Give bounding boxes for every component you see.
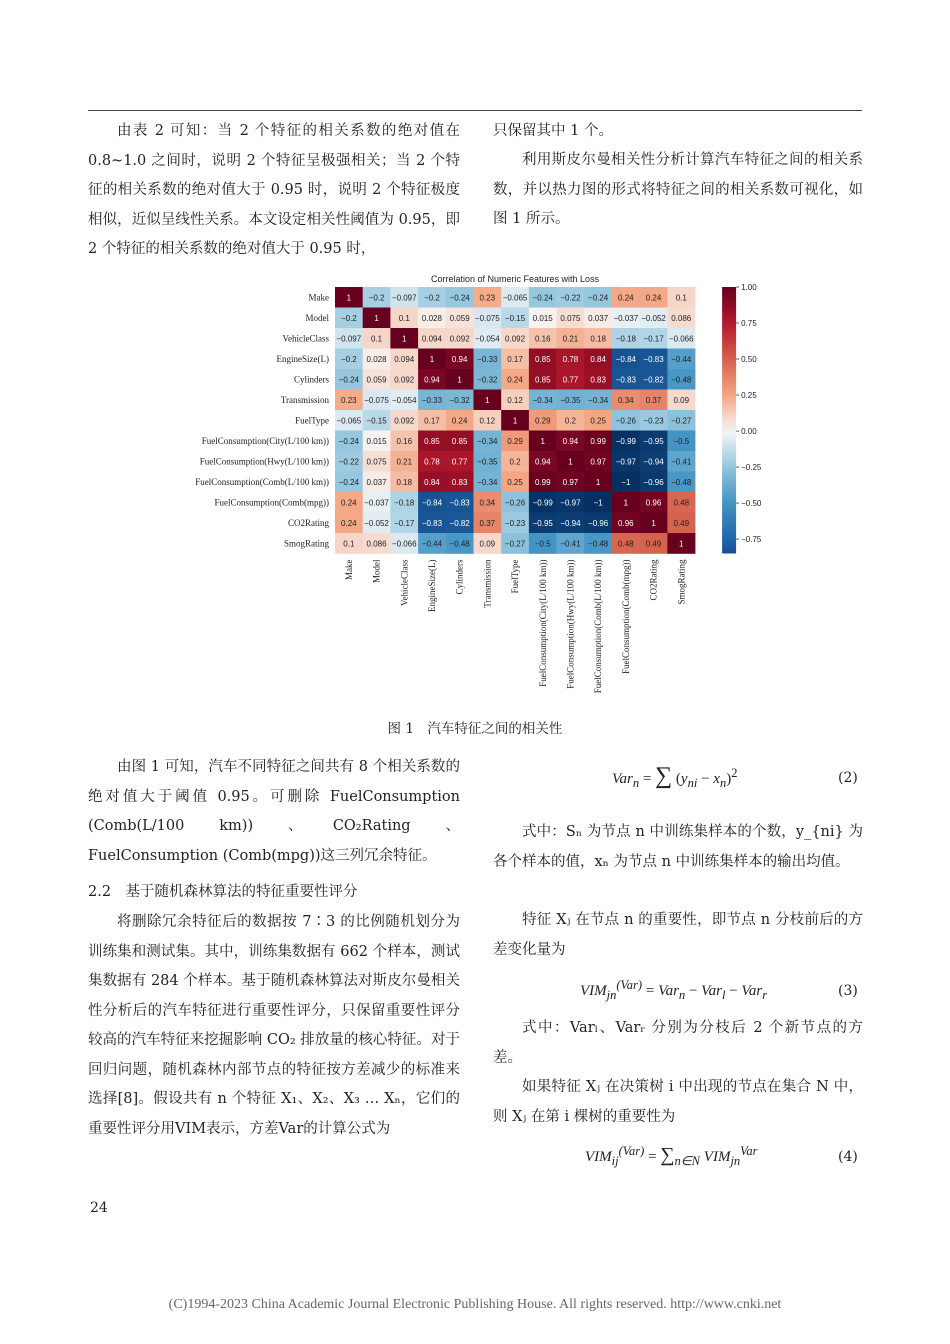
heatmap-cell-label: 0.96 (645, 498, 662, 508)
heatmap-cell-label: −0.34 (588, 395, 609, 405)
heatmap-cell-label: −0.23 (643, 416, 664, 426)
heatmap-cell-label: −0.065 (336, 416, 362, 426)
heatmap-cell-label: 0.086 (671, 313, 692, 323)
heatmap-cell-label: 0.29 (534, 416, 551, 426)
heatmap-cell-label: 0.16 (396, 436, 413, 446)
heatmap-cell-label: 0.1 (370, 334, 383, 344)
column-tick-label: Transmission (482, 559, 493, 608)
heatmap-cell-label: −0.95 (643, 436, 664, 446)
heatmap-cell-label: 0.94 (451, 354, 468, 364)
heatmap-cell-label: 1 (651, 518, 656, 528)
heatmap-cell-label: −0.037 (613, 313, 639, 323)
heatmap-cell-label: 0.092 (449, 334, 470, 344)
column-tick-label: VehicleClass (399, 559, 410, 606)
heatmap-cell-label: 0.37 (479, 518, 496, 528)
equation-3-number: (3) (838, 983, 858, 999)
heatmap-cell-label: 0.12 (479, 416, 496, 426)
column-tick-label: FuelConsumption(Comb(L/100 km)) (593, 559, 604, 694)
heatmap-cell-label: 1 (346, 293, 352, 303)
row-tick-label: FuelConsumption(Comb(mpg)) (214, 497, 329, 508)
heatmap-cell-label: 0.48 (618, 539, 634, 549)
heatmap-cell-label: −0.95 (532, 518, 553, 528)
heatmap-cell-label: 0.2 (564, 416, 577, 426)
heatmap-cell-label: 0.99 (590, 436, 606, 446)
heatmap-cell-label: −0.2 (424, 293, 440, 303)
colorbar-tick-label: −0.50 (741, 499, 762, 509)
heatmap-cell-label: −0.34 (477, 436, 498, 446)
equation-3: $VIM_{jn}^{(Var)} = Var_n - Var_l - Var_r$ (580, 978, 768, 1002)
right-paragraph-4: 特征 Xⱼ 在节点 n 的重要性，即节点 n 分枝前后的方差变化量为 (493, 912, 863, 958)
heatmap-cell-label: 0.25 (590, 416, 606, 426)
heatmap-cell-label: 0.1 (343, 539, 355, 549)
heatmap-cell-label: 0.059 (366, 375, 387, 385)
column-tick-label: FuelConsumption(City(L/100 km)) (537, 559, 548, 687)
correlation-heatmap (170, 272, 780, 712)
heatmap-cell-label: 0.25 (507, 477, 523, 487)
column-tick-label: Model (371, 559, 382, 583)
heatmap-cell-label: 0.97 (562, 477, 579, 487)
heatmap-cell-label: −0.097 (391, 293, 417, 303)
row-tick-label: Cylinders (294, 374, 329, 385)
chart-title: Correlation of Numeric Features with Loss (431, 274, 600, 284)
heatmap-cell-label: −0.2 (340, 313, 357, 323)
heatmap-cell-label: −0.27 (504, 539, 526, 549)
column-tick-label: Cylinders (454, 559, 465, 595)
row-tick-label: Model (305, 312, 329, 323)
heatmap-cell-label: 0.24 (341, 498, 357, 508)
right-paragraph-5: 式中：Varₗ、Varᵣ 分别为分枝后 2 个新节点的方差。 (493, 1020, 863, 1066)
colorbar-tick-label: 0.75 (741, 319, 757, 329)
heatmap-cell-label: −0.48 (588, 539, 609, 549)
equation-2-number: (2) (838, 770, 858, 786)
heatmap-cell-label: 0.94 (534, 457, 551, 467)
heatmap-cell-label: 1 (540, 436, 545, 446)
heatmap-cell-label: 0.85 (534, 375, 551, 385)
heatmap-cell-label: 0.94 (424, 375, 440, 385)
row-tick-label: FuelConsumption(City(L/100 km)) (201, 435, 329, 446)
heatmap-cell-label: −0.35 (477, 457, 498, 467)
heatmap-cell-label: −0.065 (502, 293, 528, 303)
colorbar-tick-label: 1.00 (741, 283, 757, 292)
column-tick-label: FuelConsumption(Hwy(L/100 km)) (565, 559, 576, 689)
heatmap-cell-label: −0.44 (671, 354, 692, 364)
heatmap-cell-label: −0.037 (364, 498, 389, 508)
heatmap-cell-label: −0.066 (391, 539, 417, 549)
heatmap-cell-label: −0.24 (338, 375, 359, 385)
heatmap-cell-label: 0.094 (394, 354, 415, 364)
header-rule (88, 110, 862, 111)
heatmap-cell-label: −0.26 (615, 416, 636, 426)
page-number: 24 (90, 1200, 108, 1216)
heatmap-cell-label: 0.78 (562, 354, 579, 364)
left-paragraph-1: 由表 2 可知：当 2 个特征的相关系数的绝对值在 0.8~1.0 之间时，说明 2 个特征呈极强相关；当 2 个特征的相关系数的绝对值大于 0.95 时，说明 2 个特征极度相似，近似呈线性关系。本文设定相关性阈值为 0.95，即 2 个特征的相关系数的绝对值大于 0.95 时， (88, 123, 460, 257)
heatmap-cell-label: −0.34 (477, 477, 498, 487)
heatmap-cell-label: 0.092 (394, 416, 415, 426)
heatmap-cell-label: 1 (595, 477, 601, 487)
heatmap-cell-label: 0.85 (451, 436, 468, 446)
heatmap-cell-label: 0.97 (590, 457, 606, 467)
heatmap-cell-label: −0.48 (671, 477, 692, 487)
heatmap-cell-label: −0.94 (560, 518, 581, 528)
heatmap-cell-label: −0.84 (615, 354, 636, 364)
heatmap-cell-label: 0.015 (532, 313, 553, 323)
heatmap-cell-label: −0.96 (588, 518, 609, 528)
heatmap-cell-label: 0.075 (560, 313, 581, 323)
heatmap-cell-label: −0.83 (615, 375, 636, 385)
heatmap-cell-label: 0.059 (449, 313, 470, 323)
column-tick-label: FuelConsumption(Comb(mpg)) (620, 559, 631, 674)
heatmap-cell-label: 0.075 (366, 457, 387, 467)
heatmap-cell-label: 0.94 (562, 436, 579, 446)
right-paragraph-6: 如果特征 Xⱼ 在决策树 i 中出现的节点在集合 N 中，则 Xⱼ 在第 i 棵树的重要性为 (493, 1079, 863, 1125)
heatmap-cell-label: 0.96 (618, 518, 634, 528)
row-tick-label: Transmission (280, 394, 329, 405)
column-tick-label: EngineSize(L) (426, 559, 437, 612)
column-tick-label: CO2Rating (648, 559, 659, 601)
copyright-footer: (C)1994-2023 China Academic Journal Electronic Publishing House. All rights reserved. http://www.cnki.net (168, 1297, 782, 1312)
heatmap-cell-label: −0.34 (532, 395, 553, 405)
heatmap-cell-label: 0.18 (396, 477, 413, 487)
equation-2: Var$_n$ = ∑ $(y_{ni} - x_n)^2$ (612, 763, 738, 790)
heatmap-cell-label: −0.24 (588, 293, 609, 303)
heatmap-cell-label: 0.37 (645, 395, 662, 405)
heatmap-cell-label: 0.77 (562, 375, 579, 385)
heatmap-cell-label: 1 (512, 416, 518, 426)
colorbar-tick-label: 0.00 (741, 427, 757, 437)
heatmap-cell-label: −0.41 (560, 539, 581, 549)
heatmap-cell-label: 0.78 (424, 457, 440, 467)
heatmap-cell-label: 0.028 (421, 313, 442, 323)
heatmap-cell-label: 0.85 (424, 436, 440, 446)
heatmap-cell-label: 0.2 (509, 457, 521, 467)
heatmap-cell-label: 0.086 (366, 539, 387, 549)
left-paragraph-3: 将删除冗余特征后的数据按 7∶3 的比例随机划分为训练集和测试集。其中，训练集数据有 662 个样本，测试集数据有 284 个样本。基于随机森林算法对斯皮尔曼相关性分析后的汽车特征进行重要性评分，只保留重要性评分较高的汽车特征来挖掘影响 CO₂ 排放量的核心特征。对于回归问题，随机森林内部节点的特征按方差减少的标准来选择[8]。假设共有 n 个特征 X₁、X₂、X₃ … Xₙ，它们的重要性评分用VIM表示，方差Var的计算公式为 (88, 914, 460, 1137)
heatmap-cell-label: 0.77 (451, 457, 468, 467)
heatmap-cell-label: 0.028 (366, 354, 387, 364)
heatmap-cell-label: −0.22 (338, 457, 359, 467)
heatmap-cell-label: 0.094 (421, 334, 442, 344)
heatmap-cell-label: −1 (621, 477, 631, 487)
heatmap-cell-label: 0.34 (479, 498, 496, 508)
heatmap-cell-label: 0.83 (451, 477, 468, 487)
heatmap-cell-label: −0.97 (560, 498, 581, 508)
heatmap-cell-label: 0.99 (534, 477, 551, 487)
heatmap-cell-label: −0.15 (366, 416, 387, 426)
row-tick-label: Make (308, 292, 329, 303)
heatmap-cell-label: −0.41 (671, 457, 692, 467)
column-tick-label: FuelType (510, 559, 521, 594)
heatmap-cell-label: 0.24 (341, 518, 357, 528)
heatmap-cell-label: −0.22 (560, 293, 581, 303)
heatmap-cell-label: −0.24 (338, 477, 359, 487)
heatmap-cell-label: −0.054 (391, 395, 417, 405)
heatmap-cell-label: −0.5 (534, 539, 551, 549)
heatmap-cell-label: −0.066 (668, 334, 694, 344)
heatmap-cell-label: 0.84 (424, 477, 440, 487)
colorbar-tick-label: 0.25 (741, 391, 757, 401)
column-tick-label: SmogRating (676, 559, 687, 605)
heatmap-cell-label: 0.17 (507, 354, 523, 364)
heatmap-cell-label: −0.32 (477, 375, 498, 385)
heatmap-cell-label: 1 (623, 498, 629, 508)
figure-caption: 图 1 汽车特征之间的相关性 (387, 721, 563, 737)
heatmap-cell-label: 0.49 (645, 539, 662, 549)
heatmap-cell-label: 0.24 (618, 293, 634, 303)
heatmap-cell-label: 1 (679, 539, 684, 549)
heatmap-cell-label: 1 (457, 375, 462, 385)
row-tick-label: VehicleClass (282, 333, 329, 344)
equation-4: $VIM_{ij}^{(Var)} = \sum_{n\in N}$ $VIM_{jn}^{Var}$ (585, 1144, 758, 1168)
heatmap-cell-label: 0.34 (618, 395, 634, 405)
heatmap-cell-label: 0.037 (588, 313, 609, 323)
heatmap-cell-label: −0.33 (477, 354, 498, 364)
heatmap-cell-label: 0.24 (645, 293, 662, 303)
row-tick-label: EngineSize(L) (276, 353, 329, 364)
colorbar-tick-label: 0.50 (741, 355, 757, 365)
column-tick-label: Make (343, 559, 354, 580)
colorbar-tick-label: −0.75 (741, 535, 762, 545)
heatmap-cell-label: 0.24 (507, 375, 523, 385)
heatmap-cell-label: 0.24 (451, 416, 468, 426)
heatmap-cell-label: −0.075 (474, 313, 500, 323)
heatmap-cell-label: −0.84 (421, 498, 443, 508)
heatmap-cell-label: 0.092 (505, 334, 526, 344)
heatmap-cell-label: 0.83 (590, 375, 606, 385)
row-tick-label: SmogRating (283, 538, 329, 549)
heatmap-cell-label: −0.052 (641, 313, 666, 323)
right-paragraph-2: 利用斯皮尔曼相关性分析计算汽车特征之间的相关系数，并以热力图的形式将特征之间的相关系数可视化，如图 1 所示。 (493, 152, 863, 227)
heatmap-cell-label: −0.82 (449, 518, 470, 528)
heatmap-cell-label: −0.23 (504, 518, 526, 528)
heatmap-cell-label: 1 (374, 313, 379, 323)
heatmap-cell-label: 0.1 (675, 293, 687, 303)
heatmap-cell-label: −0.097 (336, 334, 362, 344)
heatmap-cell-label: 0.23 (479, 293, 496, 303)
left-paragraph-2: 由图 1 可知，汽车不同特征之间共有 8 个相关系数的绝对值大于阈值 0.95。可删除 FuelConsumption (Comb(L/100 km)) 、CO₂Rating 、FuelConsumption (Comb(mpg))这三列冗余特征。 (88, 759, 460, 864)
heatmap-cell-label: 1 (568, 457, 573, 467)
heatmap-cell-label: −0.17 (394, 518, 415, 528)
section-heading: 2.2 基于随机森林算法的特征重要性评分 (88, 884, 358, 900)
colorbar-tick-label: −0.25 (741, 463, 762, 473)
colorbar (722, 287, 736, 554)
heatmap-cell-label: −0.82 (643, 375, 664, 385)
heatmap-cell-label: −0.075 (364, 395, 389, 405)
heatmap-cell-label: 0.09 (479, 539, 496, 549)
heatmap-cell-label: −0.2 (340, 354, 357, 364)
heatmap-cell-label: −0.44 (421, 539, 443, 549)
heatmap-cell-label: −0.17 (643, 334, 664, 344)
heatmap-cell-label: −0.18 (394, 498, 415, 508)
heatmap-cell-label: 0.21 (396, 457, 413, 467)
heatmap-cell-label: 0.015 (366, 436, 387, 446)
heatmap-cell-label: 0.17 (424, 416, 440, 426)
heatmap-cell-label: −0.83 (421, 518, 443, 528)
heatmap-cell-label: −0.33 (421, 395, 443, 405)
heatmap-cell-label: 0.16 (534, 334, 551, 344)
heatmap-cell-label: −0.27 (671, 416, 692, 426)
row-tick-label: FuelType (295, 415, 329, 426)
heatmap-cell-label: 1 (429, 354, 435, 364)
heatmap-cell-label: −0.2 (368, 293, 385, 303)
heatmap-cell-label: 0.84 (590, 354, 606, 364)
heatmap-cell-label: −0.5 (673, 436, 690, 446)
heatmap-cell-label: 0.85 (534, 354, 551, 364)
heatmap-cell-label: −0.97 (615, 457, 636, 467)
heatmap-cell-label: 0.48 (673, 498, 690, 508)
heatmap-cell-label: −0.24 (532, 293, 553, 303)
heatmap-cell-label: 0.18 (590, 334, 606, 344)
row-tick-label: FuelConsumption(Comb(L/100 km)) (195, 476, 329, 487)
right-paragraph-1: 只保留其中 1 个。 (493, 123, 613, 139)
heatmap-cell-label: −0.94 (643, 457, 664, 467)
heatmap-cell-label: −0.35 (560, 395, 581, 405)
heatmap-cell-label: −0.054 (474, 334, 500, 344)
heatmap-cell-label: 0.29 (507, 436, 523, 446)
heatmap-cell-label: −0.99 (615, 436, 636, 446)
heatmap-cell-label: 0.49 (673, 518, 690, 528)
heatmap-cell-label: −0.24 (338, 436, 359, 446)
heatmap-cell-label: −0.26 (504, 498, 526, 508)
heatmap-cell-label: 0.21 (562, 334, 579, 344)
heatmap-cell-label: −0.83 (449, 498, 470, 508)
heatmap-cell-label: 0.12 (507, 395, 523, 405)
heatmap-cell-label: −0.99 (532, 498, 553, 508)
heatmap-cell-label: 0.037 (366, 477, 387, 487)
heatmap-cell-label: −0.32 (449, 395, 470, 405)
heatmap-cell-label: −0.83 (643, 354, 664, 364)
right-paragraph-3: 式中：Sₙ 为节点 n 中训练集样本的个数，y_{ni} 为各个样本的值，xₙ 为节点 n 中训练集样本的输出均值。 (493, 824, 863, 870)
heatmap-cell-label: −0.18 (615, 334, 636, 344)
heatmap-cell-label: −0.052 (364, 518, 389, 528)
heatmap-cell-label: 0.092 (394, 375, 415, 385)
heatmap-cell-label: −0.15 (504, 313, 526, 323)
heatmap-cell-label: 1 (402, 334, 407, 344)
heatmap-cell-label: 0.1 (398, 313, 410, 323)
heatmap-cell-label: −0.48 (671, 375, 692, 385)
equation-4-number: (4) (838, 1149, 858, 1165)
heatmap-cell-label: −1 (593, 498, 603, 508)
heatmap-cell-label: −0.96 (643, 477, 664, 487)
heatmap-cell-label: −0.48 (449, 539, 470, 549)
heatmap-cell-label: 0.23 (341, 395, 357, 405)
heatmap-cell-label: 1 (485, 395, 490, 405)
heatmap-cell-label: −0.24 (449, 293, 470, 303)
heatmap-cell-label: 0.09 (673, 395, 690, 405)
row-tick-label: FuelConsumption(Hwy(L/100 km)) (199, 456, 329, 467)
row-tick-label: CO2Rating (287, 517, 329, 528)
